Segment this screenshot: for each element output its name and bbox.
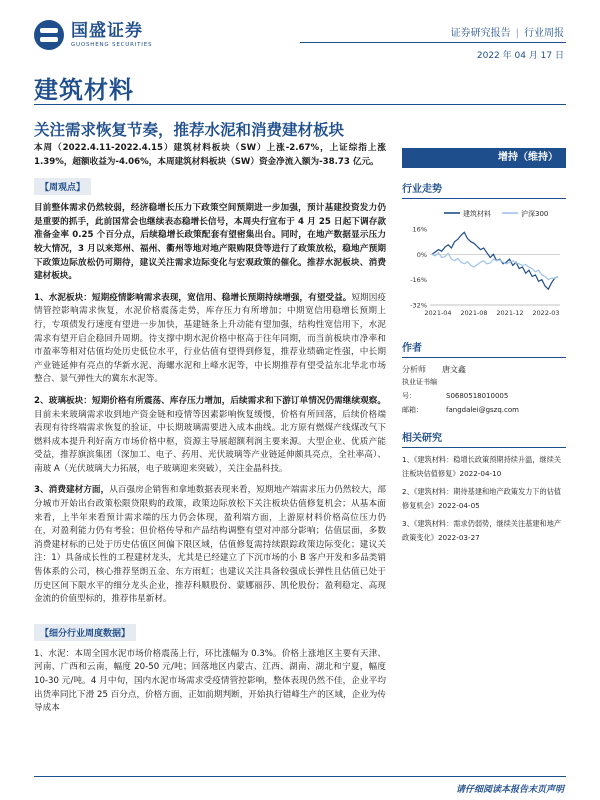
glass-body: 目前未来玻璃需求收到地产资金链和疫情等因素影响恢复缓慢，价格有所回落，后续价格端表现有待终端需求恢复的验证，中长期玻璃需要进入成本曲线。北方原有燃煤产线煤改气下燃料成本提升利好南方市场价格中枢，资源主导展超额利润主要来源。大型企业、优质产能受益，推荐旗滨集团（深加工、电子、药用、光伏玻璃等产业链延伸颇具亮点，全社率高）、南玻 A（光伏玻璃大力拓展，电子玻璃迎来突破），关注金晶科技。 [34,409,386,474]
author-email-row [402,403,566,417]
related-item[interactable]: 2、《建筑材料：期待基建和地产政策发力下的估值修复机会》2022-04-05 [402,487,562,510]
author-role: 分析师 [402,365,426,374]
author-name-row [402,364,566,375]
page-header [0,0,600,60]
author-section [402,339,566,417]
industry-name: 建筑材料 [34,76,134,104]
trend-chart [402,205,566,323]
author-name: 唐文鑫 [442,365,466,374]
report-type-label: 证券研究报告 [450,28,511,39]
report-date: 2022 年 04 月 17 日 [476,51,564,61]
main-column [34,142,386,716]
glass-heading: 2、玻璃板块：短期价格有所震荡、库存压力增加，后续需求和下游订单情况仍需继续观察。 [34,395,386,406]
x-tick-label: 2021-08 [460,309,488,317]
weekly-summary: 本周（2022.4.11-2022.4.15）建筑材料板块（SW）上涨-2.67%，上证综指上涨 1.39%，超额收益为-4.06%，本周建筑材料板块（SW）资金净流入额为-38.73 亿元。 [34,143,386,167]
report-title: 关注需求恢复节奏，推荐水泥和消费建材板块 [34,121,345,139]
logo-english-name: GUOSHENG SECURITIES [71,42,153,48]
logo-mark-icon [34,20,64,50]
y-tick-label: -32% [410,301,427,310]
weekly-data-label: 【细分行业周度数据】 [34,624,136,641]
author-email-value[interactable]: fangdalei@gszq.com [446,406,519,414]
y-tick-label: 0% [416,250,427,259]
x-tick-label: 2021-12 [496,309,524,317]
consumer-heading: 3、消费建材方面， [34,485,110,496]
weekly-data-body: 1、水泥：本周全国水泥市场价格震荡上行，环比涨幅为 0.3%。价格上涨地区主要有天津、河南、广西和云南，幅度 20-50 元/吨；回落地区内蒙古、江西、湖南、湖北和宁夏，幅度 10-30 元/吨。4 月中旬，国内水泥市场需求受疫情管控影响，整体表现仍然不佳，企业平均出货率同比下滑 25 百分点，价格方面，正如前期判断，开始执行错峰生产的区域，企业为传导成本 [34,648,386,714]
rating-badge: 增持（维持） [402,148,566,168]
trend-section [402,180,566,327]
consumer-section [34,484,386,606]
header-divider [300,42,566,43]
related-item[interactable]: 1、《建筑材料：稳增长政策预期持续升温，继续关注板块估值修复》2022-04-10 [402,455,562,478]
industry-divider [34,104,566,105]
report-category-label: 行业周报 [524,28,564,39]
y-tick-label: -16% [410,276,427,285]
consumer-body: 从百强房企销售和拿地数据表现来看，短期地产端需求压力仍然较大，部分城市开始出台政策松限贷限购的政策，政策边际放松下关注板块估值修复机会；从基本面来看，上半年来看预计需求端的压力仍会体现，盈利端方面，上游原材料价格高位压力仍在，对盈利能力仍有考验；但价格传导和产品结构调整有望对冲部分影响；估值层面，多数消费建材标的已处于历史估值区间偏下限区域，估值修复需持续跟踪政策边际变化；建议关注：1）具备成长性的工程建材龙头，尤其是已经建立了下沉市场的小 B 客户开发和多品类销售体系的公司，核心推荐坚朗五金、东方雨虹；也建议关注具备较强成长弹性且估值已处于历史区间下限水平的细分龙头企业，推荐科顺股份、蒙娜丽莎、凯伦股份；盈利稳定、高现金流的价值型标的，推荐伟星新材。 [34,485,386,605]
cement-section [34,292,386,387]
report-type: 证券研究报告 | 行业周报 [450,28,564,39]
trend-title: 行业走势 [402,180,566,199]
author-cert-value: S0680518010005 [446,392,509,400]
footer-divider [34,776,566,777]
x-tick-label: 2021-04 [424,309,452,317]
author-title: 作者 [402,339,566,358]
series-line [432,232,558,289]
sidebar-column [402,148,566,544]
company-logo [34,20,152,50]
legend-label: 沪深300 [521,210,549,218]
related-section [402,429,566,544]
weekly-view-intro: 目前整体需求仍然较弱，经济稳增长压力下政策空间预期进一步加强，预计基建投资发力仍是重要的抓手，此前国常会也继续表态稳增长信号，本周央行宣布于 4 月 25 日起下调存款准备金率 0.25 个百分点，后续稳增长政策配套有望密集出台。同时，在地产数据显示压力较大情况，3 月以来郑州、福州、衢州等地对地产限购限贷等进行了政策放松，稳地产预期下政策边际放松仍可期待，建议关注需求边际变化与宏观政策的催化。推荐水泥板块、消费建材板块。 [34,203,386,282]
author-email-label: 邮箱： [402,406,423,414]
logo-chinese-name: 国盛证券 [71,21,143,41]
weekly-view-label: 【周观点】 [34,178,91,195]
author-cert-row [402,375,566,403]
related-item[interactable]: 3、《建筑材料：需求仍弱势，继续关注基建和地产政策变化》2022-03-27 [402,519,562,542]
cement-body: 短期因疫情管控影响需求恢复，水泥价格震荡走势，库存压力有所增加；中期宽信用稳增长预期上行，专项债发行速度有望进一步加快，基建链条上升动能有望加强，结构性宽信用下，水泥需求有望开启企稳回升周期。待支撑中期水泥价格中枢高于往年同期，而当前板块市净率和市盈率等相对估值均处历史低位水平，行业估值有望得到修复，推荐业绩确定性强，中长期产业链延伸有亮点的华新水泥、海螺水泥和上峰水泥等，中长期推荐有望受益东北华北市场整合、景气弹性大的冀东水泥等。 [34,292,386,385]
footer-disclaimer: 请仔细阅读本报告末页声明 [455,785,564,795]
cement-heading: 1、水泥板块：短期疫情影响需求表现，宽信用、稳增长预期持续增强，有望受益。 [34,292,352,303]
glass-section [34,395,386,477]
x-tick-label: 2022-03 [532,309,560,317]
legend-label: 建筑材料 [463,210,491,218]
author-cert-label: 执业证书编号： [402,378,437,400]
related-title: 相关研究 [402,429,566,448]
y-tick-label: 16% [412,225,427,234]
